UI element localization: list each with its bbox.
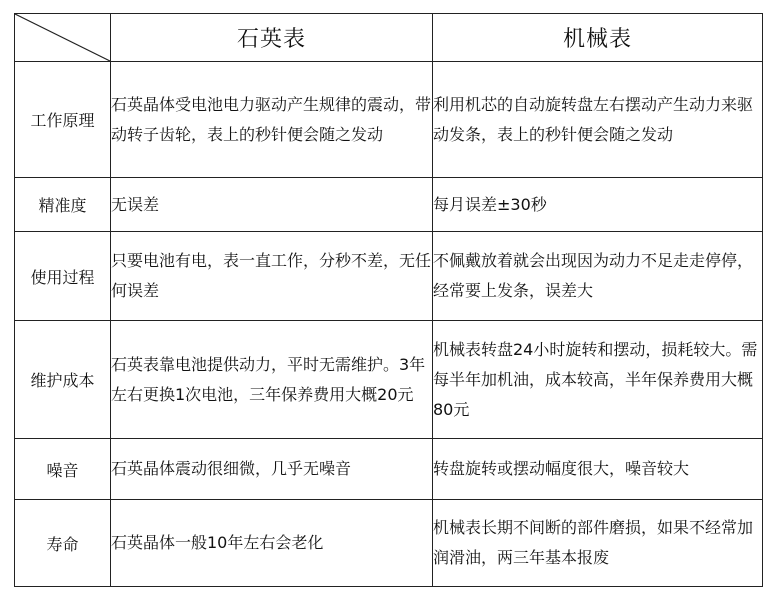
cell-mechanical-cost: 机械表转盘24小时旋转和摆动，损耗较大。需每半年加机油，成本较高，半年保养费用大概80元 (433, 321, 763, 439)
cell-mechanical-usage: 不佩戴放着就会出现因为动力不足走走停停，经常要上发条，误差大 (433, 232, 763, 321)
comparison-table (14, 13, 763, 587)
cell-quartz-usage: 只要电池有电，表一直工作，分秒不差，无任何误差 (111, 232, 433, 321)
table-row (15, 321, 763, 439)
row-label-lifespan: 寿命 (15, 500, 111, 587)
row-label-principle: 工作原理 (15, 62, 111, 178)
row-label-precision: 精准度 (15, 178, 111, 232)
cell-quartz-noise: 石英晶体震动很细微，几乎无噪音 (111, 439, 433, 500)
cell-mechanical-lifespan: 机械表长期不间断的部件磨损，如果不经常加润滑油，两三年基本报废 (433, 500, 763, 587)
table-row (15, 62, 763, 178)
row-label-noise: 噪音 (15, 439, 111, 500)
row-label-cost: 维护成本 (15, 321, 111, 439)
cell-quartz-cost: 石英表靠电池提供动力，平时无需维护。3年左右更换1次电池，三年保养费用大概20元 (111, 321, 433, 439)
column-header-quartz: 石英表 (111, 14, 433, 62)
cell-quartz-principle: 石英晶体受电池电力驱动产生规律的震动，带动转子齿轮，表上的秒针便会随之发动 (111, 62, 433, 178)
cell-mechanical-noise: 转盘旋转或摆动幅度很大，噪音较大 (433, 439, 763, 500)
column-header-mechanical: 机械表 (433, 14, 763, 62)
cell-quartz-precision: 无误差 (111, 178, 433, 232)
table-row (15, 232, 763, 321)
header-row (15, 14, 763, 62)
cell-mechanical-precision: 每月误差±30秒 (433, 178, 763, 232)
table-row (15, 439, 763, 500)
table-row (15, 500, 763, 587)
cell-quartz-lifespan: 石英晶体一般10年左右会老化 (111, 500, 433, 587)
row-label-usage: 使用过程 (15, 232, 111, 321)
cell-mechanical-principle: 利用机芯的自动旋转盘左右摆动产生动力来驱动发条，表上的秒针便会随之发动 (433, 62, 763, 178)
corner-cell (15, 14, 111, 62)
diagonal-divider (15, 14, 110, 61)
table-row (15, 178, 763, 232)
